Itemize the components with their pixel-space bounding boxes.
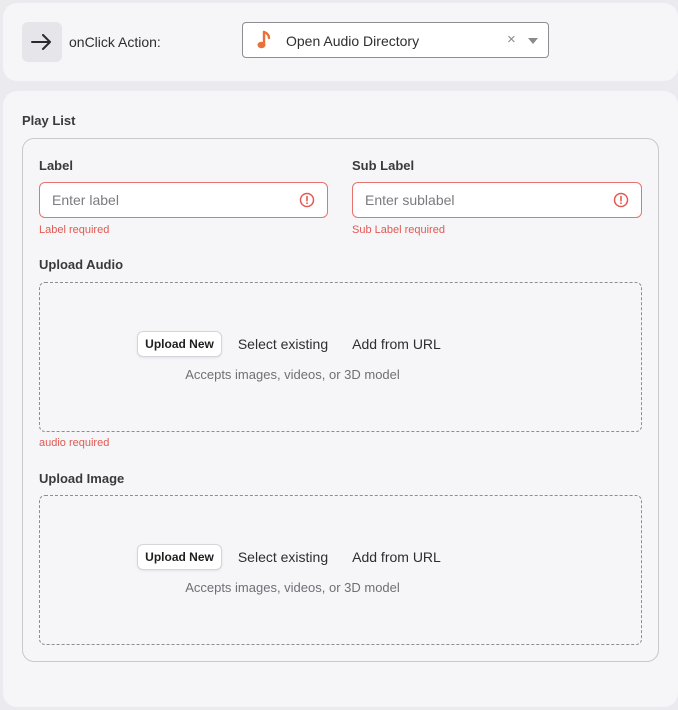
upload-new-audio-button[interactable]: Upload New: [137, 331, 222, 357]
sublabel-field-label: Sub Label: [352, 158, 415, 173]
error-icon: [299, 192, 315, 208]
select-existing-audio-button[interactable]: Select existing: [237, 336, 329, 352]
playlist-title: Play List: [22, 113, 76, 128]
label-field-label: Label: [39, 158, 73, 173]
audio-dropzone[interactable]: [39, 282, 642, 432]
label-input[interactable]: [52, 192, 282, 208]
label-error-text: Label required: [39, 224, 110, 236]
sublabel-input-box: [352, 182, 642, 218]
music-note-icon: [257, 30, 273, 50]
sublabel-error-text: Sub Label required: [352, 224, 445, 236]
clear-icon[interactable]: ×: [507, 31, 516, 48]
onclick-action-label: onClick Action:: [69, 34, 161, 50]
action-arrow-button[interactable]: [22, 22, 62, 62]
add-image-url-button[interactable]: Add from URL: [352, 549, 441, 565]
upload-image-label: Upload Image: [39, 471, 125, 486]
audio-error-text: audio required: [39, 437, 110, 449]
audio-accepts-hint: Accepts images, videos, or 3D model: [185, 367, 400, 382]
upload-audio-label: Upload Audio: [39, 257, 124, 272]
chevron-down-icon[interactable]: [528, 38, 538, 44]
error-icon: [613, 192, 629, 208]
sublabel-input[interactable]: [365, 192, 595, 208]
action-select[interactable]: [242, 22, 549, 58]
add-audio-url-button[interactable]: Add from URL: [352, 336, 441, 352]
action-select-value: Open Audio Directory: [286, 33, 420, 49]
label-input-box: [39, 182, 328, 218]
image-dropzone[interactable]: [39, 495, 642, 645]
select-existing-image-button[interactable]: Select existing: [237, 549, 329, 565]
upload-new-image-button[interactable]: Upload New: [137, 544, 222, 570]
arrow-right-icon: [31, 34, 53, 50]
image-accepts-hint: Accepts images, videos, or 3D model: [185, 580, 400, 595]
